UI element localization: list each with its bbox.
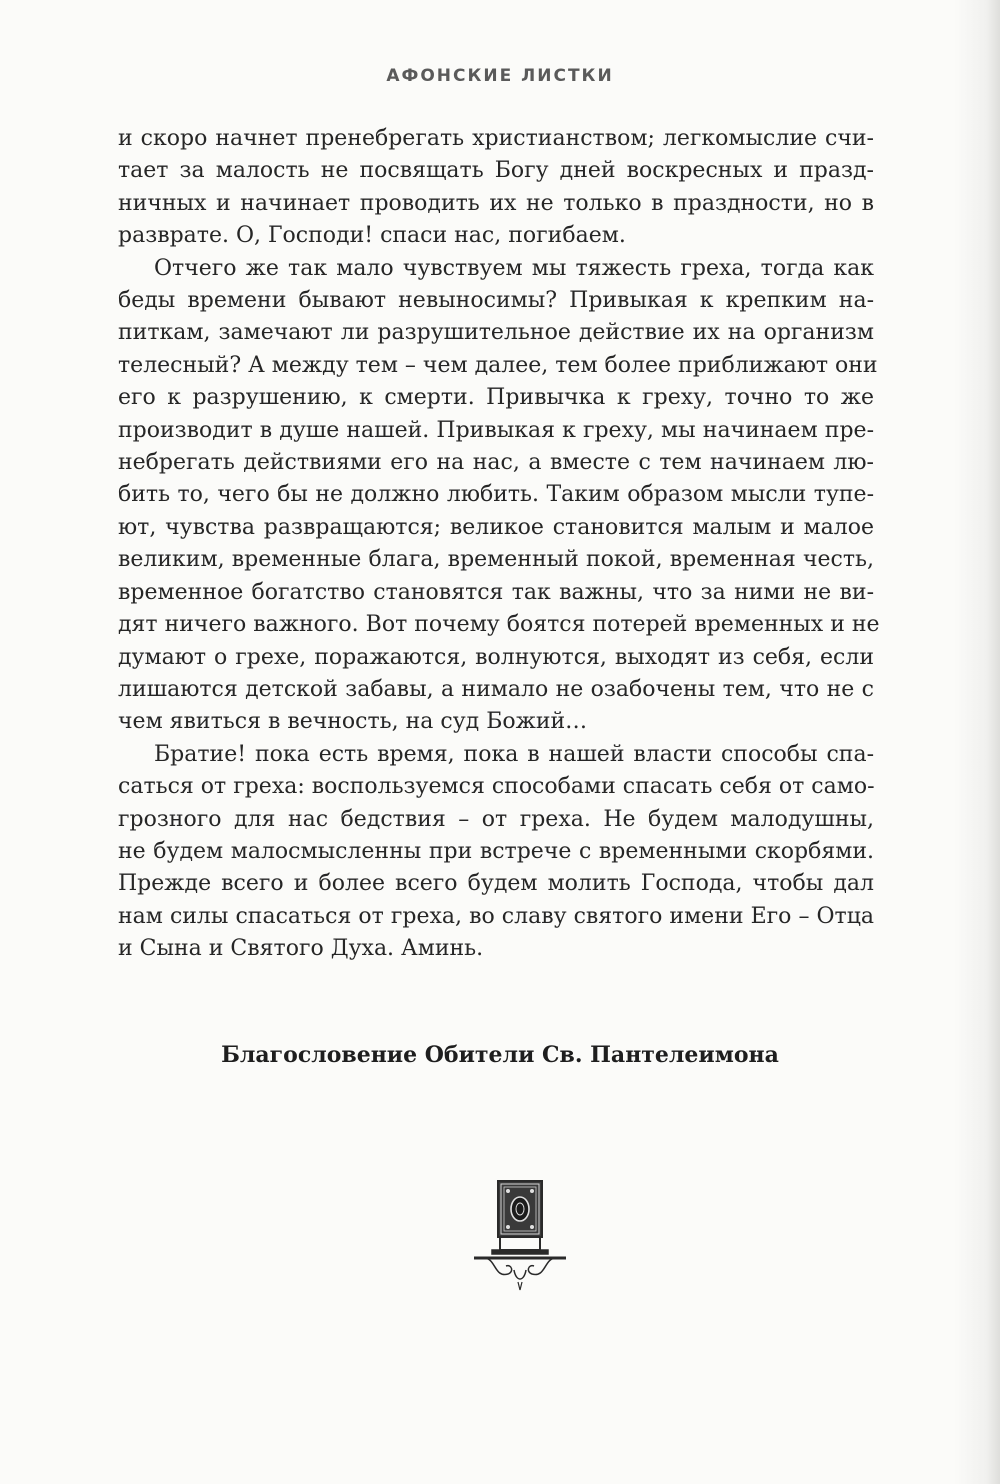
text-line: бить то, чего бы не должно любить. Таким образом мысли тупе- [118, 482, 874, 508]
paragraph-start-line: Отчего же так мало чувствуем мы тяжесть греха, тогда как [154, 255, 874, 281]
text-line: Прежде всего и более всего будем молить Господа, чтобы дал [118, 871, 874, 897]
text-line: производит в душе нашей. Привыкая к греху, мы начинаем пре- [118, 417, 874, 443]
text-line: временное богатство становятся так важны, что за ними не ви- [118, 579, 874, 605]
text-line: не будем малосмысленны при встрече с временными скорбями. [118, 838, 874, 864]
text-line: лишаются детской забавы, а нимало не озабочены тем, что не с [118, 676, 874, 702]
text-line: нам силы спасаться от греха, во славу святого имени Его – Отца [118, 903, 874, 929]
text-line: тает за малость не посвящать Богу дней воскресных и празд- [118, 158, 874, 184]
text-line: разврате. О, Господи! спаси нас, погибаем. [118, 223, 626, 249]
blessing-caption: Благословение Обители Св. Пантелеимона [221, 1042, 779, 1068]
text-line: и Сына и Святого Духа. Аминь. [118, 936, 484, 962]
text-line: его к разрушению, к смерти. Привычка к греху, точно то же [118, 385, 874, 411]
text-line: грозного для нас бедствия – от греха. Не будем малодушны, [118, 806, 874, 832]
text-line: чем явиться в вечность, на суд Божий… [118, 709, 588, 735]
paragraph-start-line: Братие! пока есть время, пока в нашей власти способы спа- [154, 741, 874, 767]
text-line: беды времени бывают невыносимы? Привыкая к крепким на- [118, 288, 874, 314]
body-text [118, 123, 880, 966]
text-line: саться от греха: воспользуемся способами спасать себя от само- [118, 774, 875, 800]
text-line: ничных и начинает проводить их не только в праздности, но в [118, 190, 874, 216]
text-line: телесный? А между тем – чем далее, тем более приближают они [118, 352, 878, 378]
text-line: питкам, замечают ли разрушительное действие их на организм [118, 320, 874, 346]
text-line: великим, временные блага, временный покой, временная честь, [118, 547, 874, 573]
text-line: и скоро начнет пренебрегать христианством; легкомыслие счи- [118, 126, 874, 151]
text-line: думают о грехе, поражаются, волнуются, выходят из себя, если [118, 644, 874, 670]
page-edge-shadow [954, 0, 1000, 1484]
book-ornament [474, 1181, 566, 1290]
running-title: АФОНСКИЕ ЛИСТКИ [386, 66, 614, 86]
text-line: дят ничего важного. Вот почему боятся потерей временных и не [118, 612, 880, 638]
text-line: небрегать действиями его на нас, а вместе с тем начинаем лю- [118, 450, 874, 476]
text-line: ют, чувства развращаются; великое становится малым и малое [118, 514, 874, 540]
book-on-stand-icon [470, 1178, 570, 1296]
